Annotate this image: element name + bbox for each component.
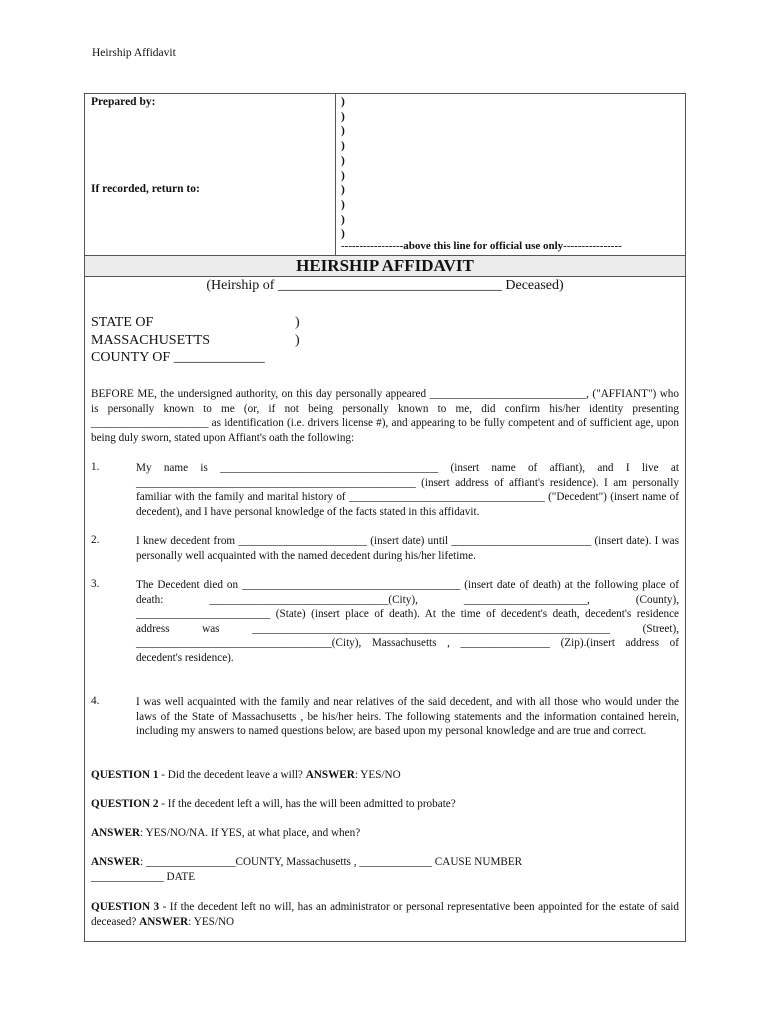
item-number: 3.	[91, 578, 100, 590]
document-title: HEIRSHIP AFFIDAVIT	[296, 256, 474, 275]
question-2-detail-text: : ________________COUNTY, Massachusetts , _____________ CAUSE NUMBER _____________ DATE	[91, 856, 523, 883]
affidavit-frame	[84, 93, 686, 942]
return-to-label: If recorded, return to:	[91, 183, 200, 195]
paren: )	[295, 315, 300, 330]
item-3-text: The Decedent died on _______________________________________ (insert date of death) at the following place of death: ________________________________(City), ______________________, (County), ________________________ (State) (insert place of death). At the time of decedent's death, decedent's residence address was ________________________________________________________________ (Street), ___________________________________(City), Massachusetts , ________________ (Zip).(insert address of decedent's residence).	[136, 579, 679, 664]
answer-label: ANSWER	[91, 856, 141, 868]
heirship-of-line: (Heirship of ________________________________ Deceased)	[206, 278, 564, 293]
answer-label: ANSWER	[305, 769, 355, 781]
question-1-answer: : YES/NO	[354, 769, 401, 781]
question-3-answer: : YES/NO	[188, 915, 235, 928]
item-number: 4.	[91, 695, 100, 707]
official-use-line: -----------------above this line for official use only----------------	[341, 240, 622, 252]
question-2-answer	[91, 826, 679, 841]
question-2-answer-text: : YES/NO/NA. If YES, at what place, and when?	[140, 827, 361, 839]
question-1-label: QUESTION 1	[91, 769, 159, 781]
county-label: COUNTY OF _____________	[91, 350, 265, 365]
prepared-by-label: Prepared by:	[91, 96, 156, 108]
item-number: 2.	[91, 534, 100, 546]
intro-paragraph: BEFORE ME, the undersigned authority, on this day personally appeared ____________________________, ("AFFIANT") who is personally known to me (or, if not being personally known to me, did confirm his/her identity presenting _____________________ as identification (i.e. drivers license #), and appearing to be fully competent and of sufficient age, upon being duly sworn, stated upon Affiant's oath the following:	[91, 388, 679, 444]
answer-label: ANSWER	[139, 915, 189, 928]
paren: )	[341, 198, 345, 211]
paren: )	[341, 169, 345, 182]
venue-block	[91, 314, 265, 367]
item-2-text: I knew decedent from _______________________ (insert date) until _________________________ (insert date). I was personally well acquainted with the named decedent during his/her lifetime.	[136, 535, 679, 562]
running-header: Heirship Affidavit	[92, 47, 176, 59]
question-3-text: - If the decedent left no will, has an administrator or personal representative been appointed for the estate of said deceased?	[91, 901, 680, 928]
paren: )	[341, 140, 345, 153]
item-number: 1.	[91, 461, 100, 473]
paren: )	[341, 228, 345, 241]
question-2-text: - If the decedent left a will, has the will been admitted to probate?	[158, 798, 456, 810]
question-1-text: - Did the decedent leave a will?	[158, 769, 306, 781]
recording-box	[85, 94, 685, 255]
paren: )	[295, 332, 300, 348]
recording-box-divider	[335, 94, 336, 255]
venue-parens	[295, 314, 300, 349]
paren-column	[341, 95, 345, 242]
paren: )	[341, 184, 345, 197]
question-3	[91, 900, 679, 929]
question-3-label: QUESTION 3	[91, 901, 160, 913]
paren: )	[341, 125, 345, 138]
state-label: STATE OF	[91, 315, 154, 330]
question-1	[91, 768, 679, 783]
paren: )	[341, 110, 345, 123]
paren: )	[341, 96, 345, 108]
paren: )	[341, 154, 345, 167]
state-name: MASSACHUSETTS	[91, 332, 211, 348]
question-2-detail	[91, 855, 591, 884]
paren: )	[341, 213, 345, 226]
title-bar	[85, 255, 685, 277]
answer-label: ANSWER	[91, 827, 141, 839]
question-2	[91, 797, 679, 812]
item-1-text: My name is _______________________________________ (insert name of affiant), and I live at __________________________________________________ (insert address of affiant's residence). I am personally familiar with the family and marital history of ___________________________________ ("Decedent") (insert name of decedent), and I have personal knowledge of the facts stated in this affidavit.	[136, 462, 679, 518]
item-4-text: I was well acquainted with the family and near relatives of the said decedent, and with all those who would under the laws of the State of Massachusetts , be his/her heirs. The following statements and the information contained herein, including my answers to named questions below, are based upon my personal knowledge and are true and correct.	[136, 696, 679, 738]
question-2-label: QUESTION 2	[91, 798, 159, 810]
